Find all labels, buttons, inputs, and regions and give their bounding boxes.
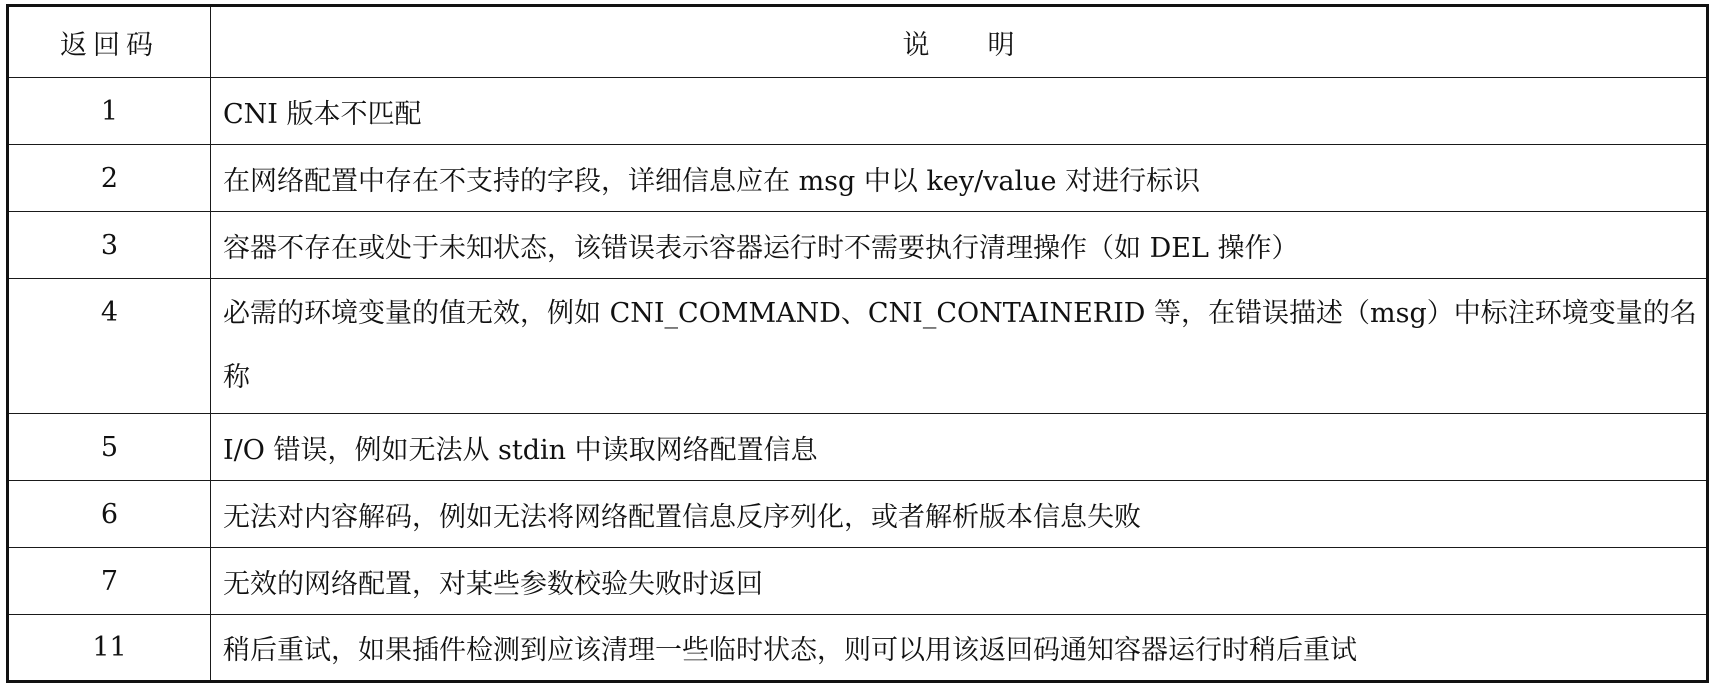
table-row bbox=[8, 279, 1708, 414]
table-row bbox=[8, 414, 1708, 481]
row-code: 6 bbox=[8, 481, 211, 548]
row-description: I/O 错误，例如无法从 stdin 中读取网络配置信息 bbox=[211, 414, 1708, 481]
row-description: 在网络配置中存在不支持的字段，详细信息应在 msg 中以 key/value 对进行标识 bbox=[211, 145, 1708, 212]
row-description: 容器不存在或处于未知状态，该错误表示容器运行时不需要执行清理操作（如 DEL 操作） bbox=[211, 212, 1708, 279]
row-code: 7 bbox=[8, 548, 211, 615]
table-row bbox=[8, 212, 1708, 279]
row-code: 11 bbox=[8, 615, 211, 682]
table-row bbox=[8, 145, 1708, 212]
row-code: 2 bbox=[8, 145, 211, 212]
row-description: 无效的网络配置，对某些参数校验失败时返回 bbox=[211, 548, 1708, 615]
row-code: 1 bbox=[8, 78, 211, 145]
return-code-table-container bbox=[6, 4, 1706, 683]
row-code: 3 bbox=[8, 212, 211, 279]
table-row bbox=[8, 548, 1708, 615]
row-description: CNI 版本不匹配 bbox=[211, 78, 1708, 145]
table-header-row bbox=[8, 6, 1708, 78]
table-row bbox=[8, 481, 1708, 548]
table-row bbox=[8, 78, 1708, 145]
header-description bbox=[211, 6, 1708, 78]
header-return-code: 返回码 bbox=[8, 6, 211, 78]
row-description: 必需的环境变量的值无效，例如 CNI_COMMAND、CNI_CONTAINERID 等，在错误描述（msg）中标注环境变量的名称 bbox=[211, 279, 1708, 414]
header-description-label: 说明 bbox=[902, 29, 1073, 61]
row-code: 4 bbox=[8, 279, 211, 414]
table-row bbox=[8, 615, 1708, 682]
return-code-table bbox=[6, 4, 1709, 683]
row-code: 5 bbox=[8, 414, 211, 481]
row-description: 无法对内容解码，例如无法将网络配置信息反序列化，或者解析版本信息失败 bbox=[211, 481, 1708, 548]
row-description: 稍后重试，如果插件检测到应该清理一些临时状态，则可以用该返回码通知容器运行时稍后重试 bbox=[211, 615, 1708, 682]
